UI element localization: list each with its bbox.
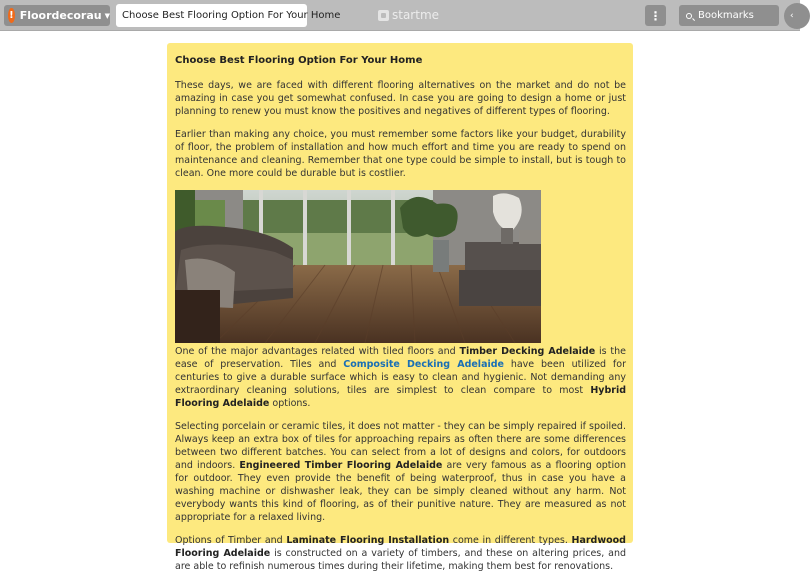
paragraph-intro: These days, we are faced with different flooring alternatives on the market and do not be amazing in case you get somewhat confused. In case you are going to design a home or just planning to renew you must know the positives and negatives of different types of flooring. [175,80,626,117]
brand-logo-icon: ! [9,10,14,21]
top-toolbar [0,0,800,31]
more-menu-button[interactable]: ⋮ [645,5,666,26]
keyword-hardwood: Hardwood Flooring Adelaide [175,535,626,559]
page-tab[interactable]: Choose Best Flooring Option For Your Home [116,4,307,27]
startme-logo[interactable] [378,8,439,22]
paragraph-tiles: One of the major advantages related with tiled floors and Timber Decking Adelaide is the ease of preservation. Tiles and Composite Decking Adelaide have been utilized for centuries to give a durable surface which is easy to clean and hygienic. Not demanding any extraordinary cleaning solutions, tiles are simplest to clean compare to most Hybrid Flooring Adelaide options. [175,346,626,409]
bookmarks-search-button[interactable] [679,5,779,26]
keyword-laminate: Laminate Flooring Installation [286,535,450,546]
keyword-timber-decking: Timber Decking Adelaide [459,346,596,357]
chevron-down-icon: ▼ [104,11,110,20]
keyword-engineered-timber: Engineered Timber Flooring Adelaide [239,460,443,471]
brand-menu-button[interactable] [4,5,110,26]
keyword-hybrid-flooring: Hybrid Flooring Adelaide [175,385,626,409]
paragraph-factors: Earlier than making any choice, you must remember some factors like your budget, durability of floor, the problem of installation and how much effort and time you are ready to spend on maintenance and cleaning. Remember that one type could be simple to install, but is tough to clean. One more could be durable but is costlier. [175,129,626,179]
composite-decking-link[interactable]: Composite Decking Adelaide [343,359,504,370]
article-card [167,43,633,572]
living-room-photo [175,190,541,343]
brand-name: Floordecorau [19,9,102,22]
startme-wordmark: startme [392,8,440,22]
collapse-button[interactable]: ‹ [784,3,810,29]
paragraph-options: Options of Timber and Laminate Flooring Installation come in different types. Hardwood Flooring Adelaide is constructed on a variety of timbers, and these on altering prices, and are able to refinish numerous times during their lifetime, making them best for renovations. [175,535,627,572]
bookmarks-label: Bookmarks [698,10,754,21]
article-title: Choose Best Flooring Option For Your Home [175,55,423,66]
paragraph-porcelain: Selecting porcelain or ceramic tiles, it does not matter - they can be simply repaired if spoiled. Always keep an extra box of tiles for approaching repairs as often there are some differences between two different batches. You can select from a lot of designs and colors, for outdoors and indoors. Engineered Timber Flooring Adelaide are very famous as a flooring option for outdoor. They even provide the benefit of being waterproof, thus in case you have a washing machine or dishwasher leak, they can be simply cleaned without any harm. Not everybody wants this kind of flooring, as of their punitive nature. They are measured as not appropriate for a relaxed living. [175,421,626,523]
startme-icon [378,10,389,21]
search-icon [686,13,692,19]
